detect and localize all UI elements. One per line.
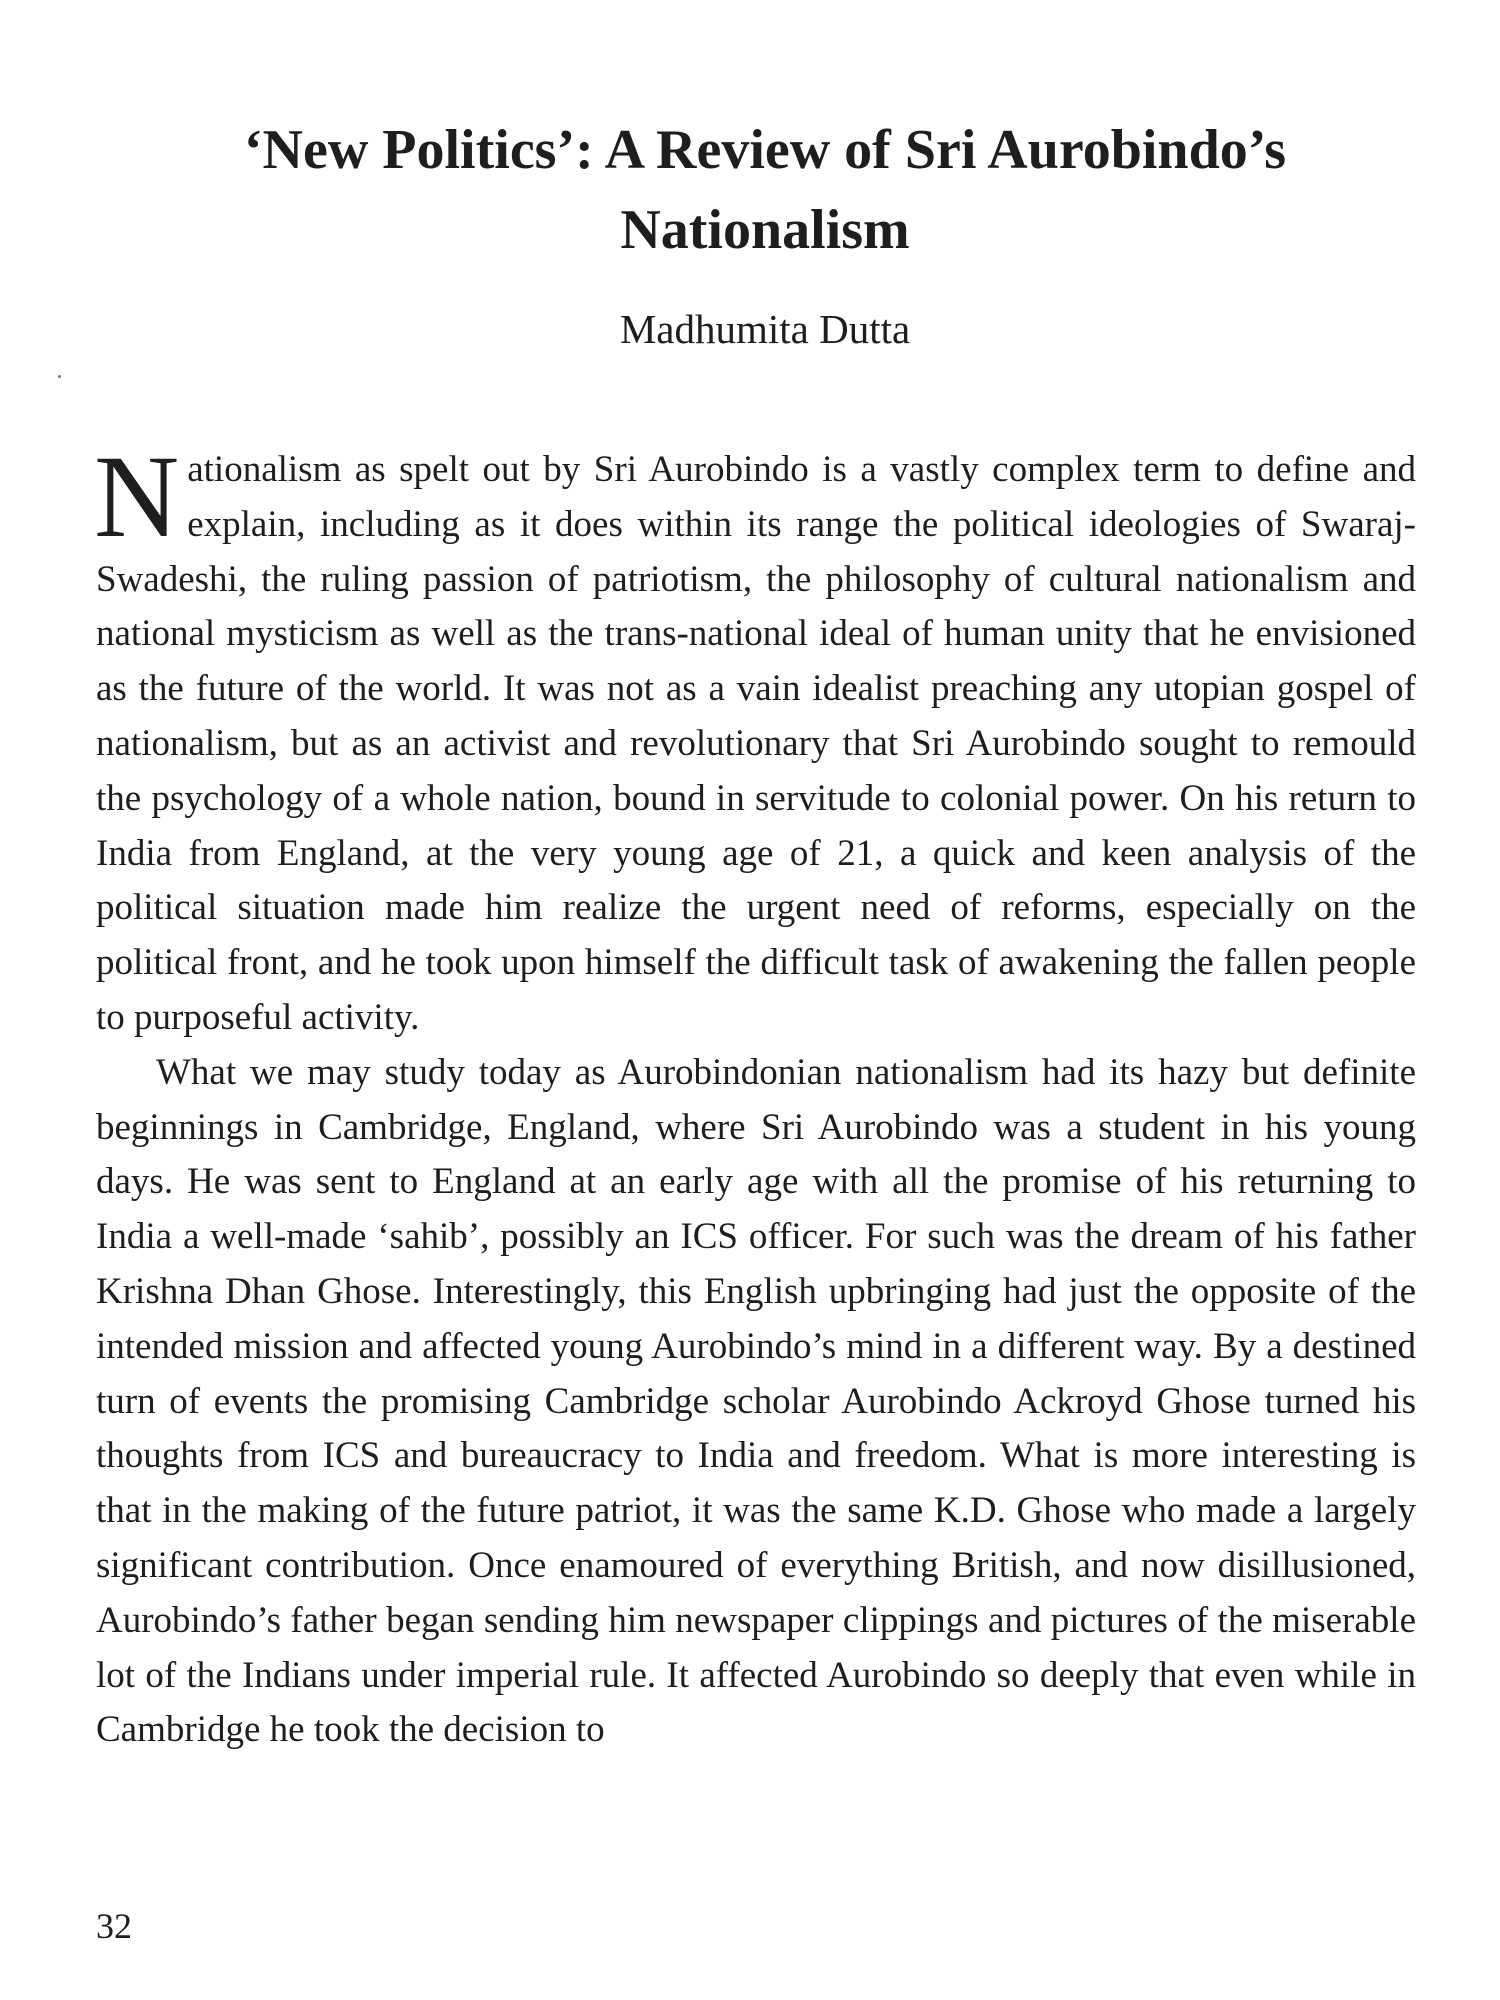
article-title-line-2: Nationalism	[620, 199, 910, 261]
paragraph-1-text: ationalism as spelt out by Sri Aurobindo is a vastly complex term to define and explain, including as it does within its range the political ideologies of Swaraj- Swadeshi, the ruling passion of patriotism, the philosophy of cultural nationalism and national mysticism as well as the trans-national ideal of human unity that he envisioned as the future of the world. It was not as a vain idealist preaching any utopian gospel of nationalism, but as an activist and revolutionary that Sri Aurobindo sought to remould the psychology of a whole nation, bound in servitude to colonial power. On his return to India from England, at the very young age of 21, a quick and keen analysis of the political situation made him realize the urgent need of reforms, especially on the political front, and he took upon himself the difficult task of awakening the fallen people to purposeful activity.	[96, 449, 1416, 1038]
article-title	[150, 110, 1380, 270]
article-title-line-1: ‘New Politics’: A Review of Sri Aurobindo’s	[243, 119, 1287, 181]
scan-speck	[58, 375, 61, 378]
article-body	[94, 431, 1416, 1758]
article-author: Madhumita Dutta	[619, 306, 911, 352]
paragraph-2: What we may study today as Aurobindonian nationalism had its hazy but definite beginnings in Cambridge, England, where Sri Aurobindo was a student in his young days. He was sent to England at an early age with all the promise of his returning to India a well-made ‘sahib’, possibly an ICS officer. For such was the dream of his father Krishna Dhan Ghose. Interestingly, this English upbringing had just the opposite of the intended mission and affected young Aurobindo’s mind in a different way. By a destined turn of events the promising Cambridge scholar Aurobindo Ackroyd Ghose turned his thoughts from ICS and bureaucracy to India and freedom. What is more interesting is that in the making of the future patriot, it was the same K.D. Ghose who made a largely significant contribution. Once enamoured of everything British, and now disillusioned, Aurobindo’s father began sending him newspaper clippings and pictures of the miserable lot of the Indians under imperial rule. It affected Aurobindo so deeply that even while in Cambridge he took the decision to	[96, 1051, 1416, 1751]
paragraph-1	[94, 431, 1416, 1046]
page-number: 32	[96, 1906, 132, 1946]
drop-cap: N	[94, 431, 180, 562]
